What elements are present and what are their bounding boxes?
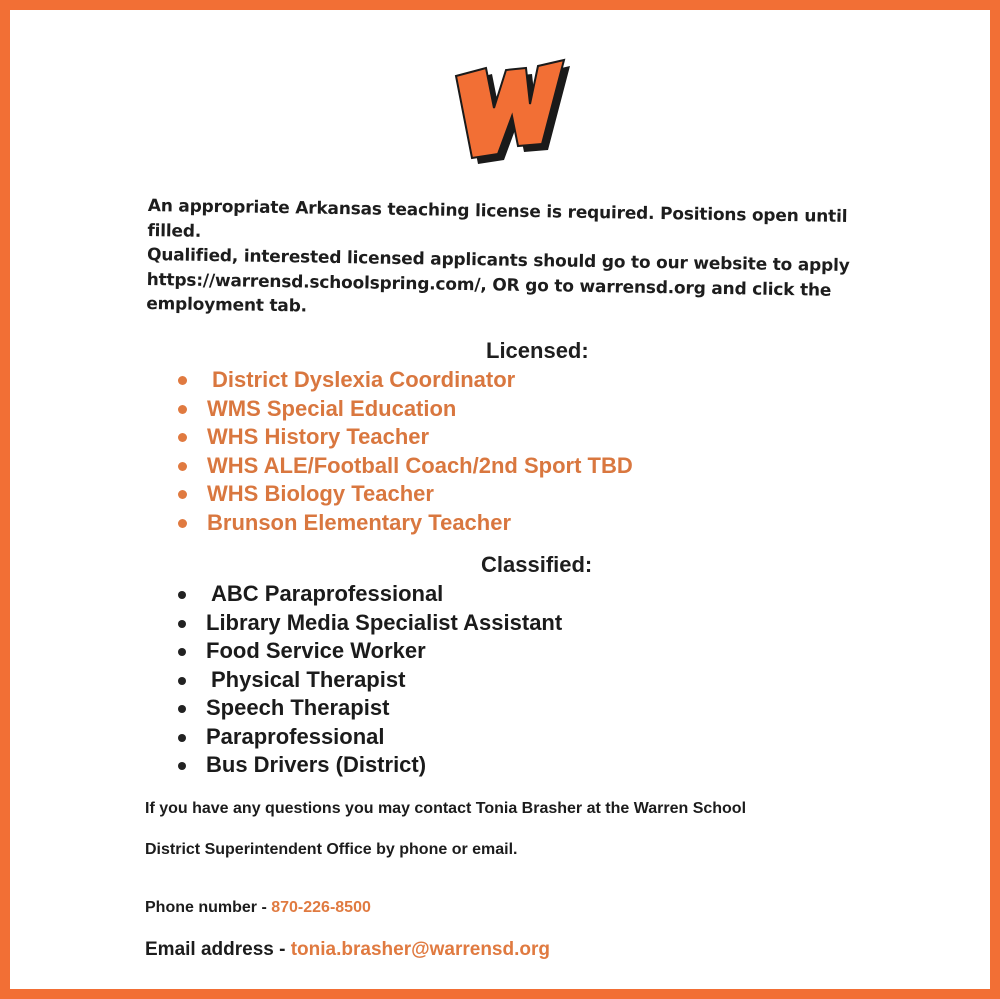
list-item <box>178 666 562 695</box>
list-item <box>178 366 633 395</box>
list-item <box>178 751 562 780</box>
email-line <box>145 939 550 961</box>
phone-line <box>145 899 371 917</box>
item-label: WMS Special Education <box>207 395 457 421</box>
bullet-icon <box>178 519 187 528</box>
list-item <box>178 509 633 538</box>
list-item <box>178 452 633 481</box>
item-label: ABC Paraprofessional <box>211 581 444 606</box>
item-label: WHS History Teacher <box>207 424 430 449</box>
item-label: Food Service Worker <box>206 638 426 663</box>
bullet-icon <box>178 620 186 628</box>
warren-w-logo <box>448 52 574 170</box>
phone-number[interactable]: 870-226-8500 <box>271 899 371 916</box>
item-label: District Dyslexia Coordinator <box>212 367 516 392</box>
item-label: WHS ALE/Football Coach/2nd Sport TBD <box>207 452 633 478</box>
item-label: Speech Therapist <box>206 695 390 720</box>
list-item <box>178 723 562 752</box>
email-label: Email address - <box>145 939 291 960</box>
bullet-icon <box>178 433 187 442</box>
list-item <box>178 694 562 723</box>
bullet-icon <box>178 405 187 414</box>
list-item <box>178 637 562 666</box>
list-item <box>178 580 562 609</box>
item-label: WHS Biology Teacher <box>207 481 434 506</box>
contact-text: District Superintendent Office by phone or email. <box>145 841 518 858</box>
item-label: Bus Drivers (District) <box>206 752 427 777</box>
list-item <box>178 609 562 638</box>
item-label: Physical Therapist <box>211 666 406 692</box>
bullet-icon <box>178 762 186 770</box>
intro-line: https://warrensd.schoolspring.com/, OR go to warrensd.org and click the <box>146 269 832 301</box>
licensed-heading: Licensed: <box>486 338 589 363</box>
classified-heading: Classified: <box>481 552 593 577</box>
intro-line: Qualified, interested licensed applicants should go to our website to apply <box>146 244 850 277</box>
bullet-icon <box>178 677 186 685</box>
item-label: Library Media Specialist Assistant <box>206 609 563 635</box>
bullet-icon <box>178 705 186 713</box>
email-address[interactable]: tonia.brasher@warrensd.org <box>290 939 550 960</box>
contact-text: If you have any questions you may contact Tonia Brasher at the Warren School <box>145 800 747 817</box>
bullet-icon <box>178 376 187 385</box>
list-item <box>178 395 633 424</box>
list-item <box>178 480 633 509</box>
item-label: Brunson Elementary Teacher <box>207 509 512 535</box>
intro-line: employment tab. <box>146 293 308 317</box>
list-item <box>178 423 633 452</box>
bullet-icon <box>178 734 186 742</box>
phone-label: Phone number - <box>145 899 272 916</box>
intro-line: An appropriate Arkansas teaching license is required. Positions open until filled. <box>147 195 848 242</box>
bullet-icon <box>178 648 186 656</box>
item-label: Paraprofessional <box>206 723 385 749</box>
classified-list <box>178 580 562 780</box>
intro-paragraph <box>146 194 888 328</box>
bullet-icon <box>178 490 187 499</box>
bullet-icon <box>178 591 186 599</box>
licensed-list <box>178 366 633 537</box>
bullet-icon <box>178 462 187 471</box>
